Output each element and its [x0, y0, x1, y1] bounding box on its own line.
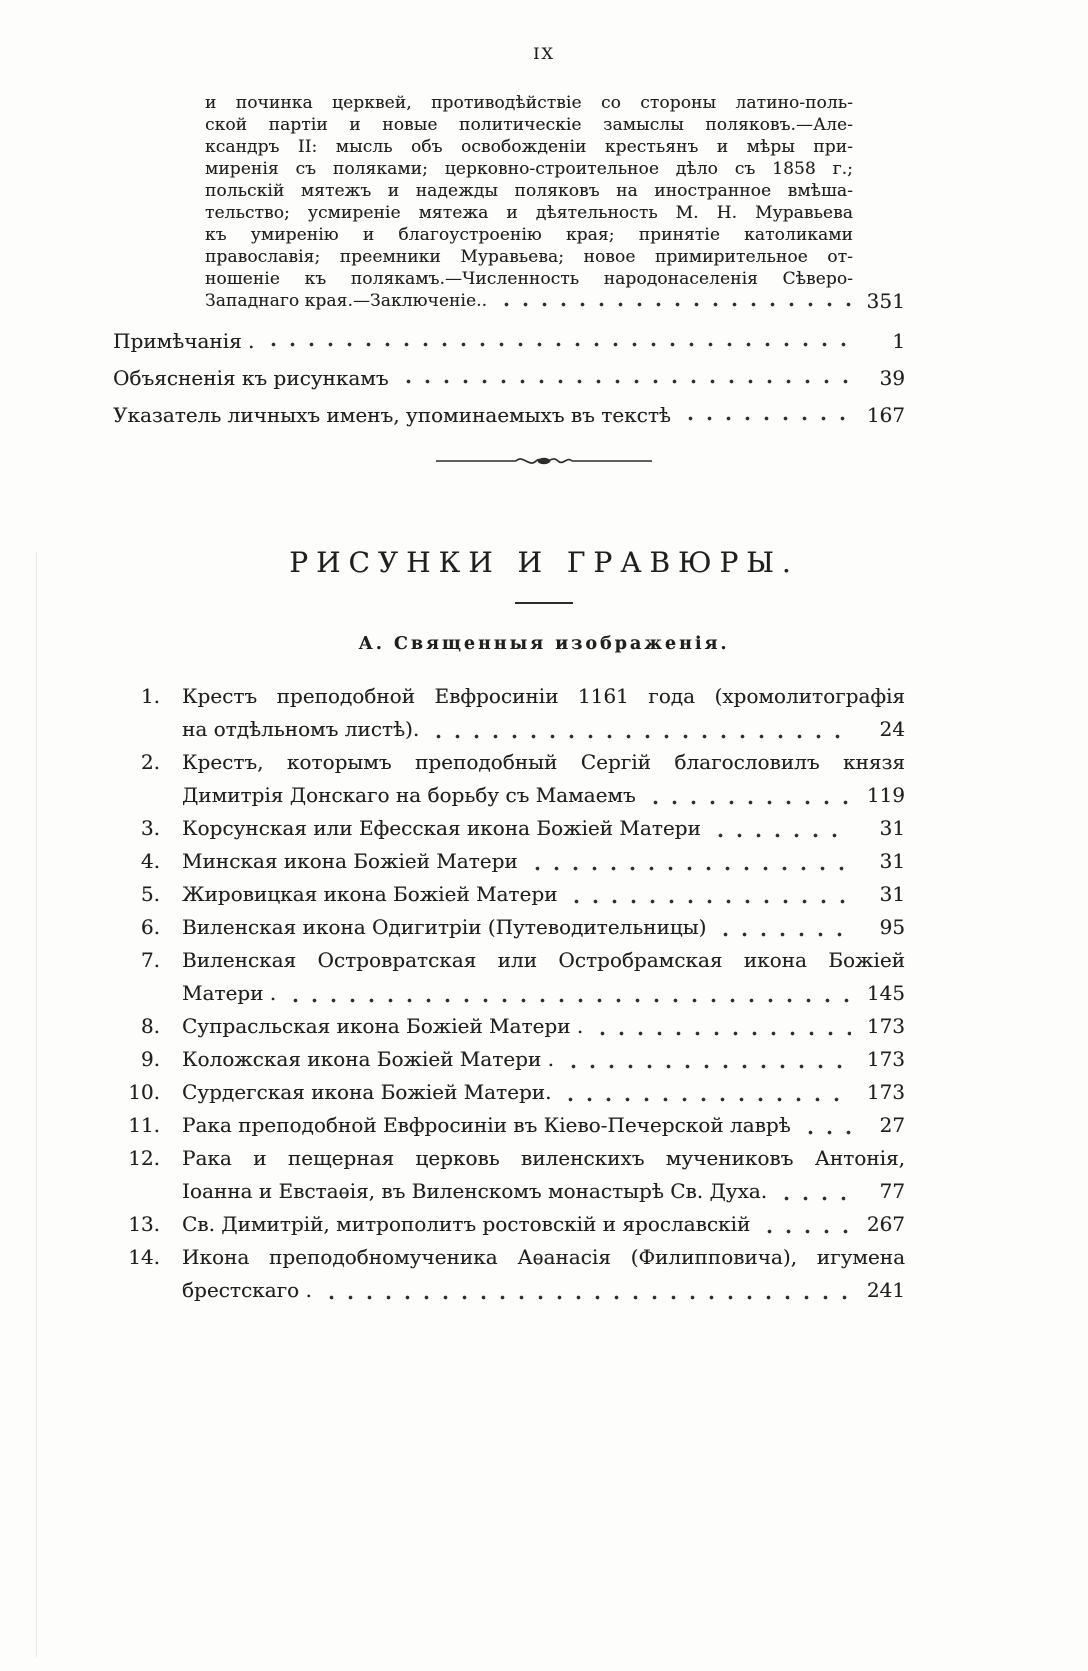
- figures-list: [113, 680, 905, 1307]
- dot-leader: [497, 302, 851, 307]
- page-number: 31: [879, 882, 905, 906]
- figure-title: на отдѣльномъ листѣ).: [182, 717, 420, 741]
- figure-entry: [113, 1241, 905, 1307]
- page-number: 119: [866, 783, 905, 807]
- figure-title-line: Икона преподобномученика Аѳанасія (Филипповича), игумена: [182, 1245, 905, 1269]
- figure-entry: [113, 1208, 905, 1241]
- page-number: 1: [892, 329, 905, 353]
- toc-entry-title: Указатель личныхъ именъ, упоминаемыхъ въ текстѣ: [113, 403, 671, 427]
- toc-entry: [113, 353, 905, 390]
- dot-leader: [399, 379, 851, 384]
- figure-number: 8.: [140, 1014, 160, 1038]
- figure-entry: [113, 1109, 905, 1142]
- figure-title: Димитрія Донскаго на борьбу съ Мамаемъ: [182, 783, 636, 807]
- page-folio: IX: [533, 44, 555, 63]
- dot-leader: [646, 800, 851, 805]
- page-number: 24: [879, 717, 905, 741]
- toc-paragraph-line: польскій мятежъ и надежды поляковъ на иностранное вмѣша-: [205, 181, 853, 201]
- dot-leader: [711, 833, 851, 838]
- page-number: 27: [879, 1113, 905, 1137]
- dot-leader: [777, 1196, 851, 1201]
- figure-title: Іоанна и Евстаѳія, въ Виленскомъ монастырѣ Св. Духа.: [182, 1179, 768, 1203]
- figure-entry: [113, 1076, 905, 1109]
- toc-paragraph-line: тельство; усмиреніе мятежа и дѣятельность М. Н. Муравьева: [205, 203, 853, 223]
- page-number: 39: [879, 366, 905, 390]
- figure-entry: [113, 1010, 905, 1043]
- toc-entry: [113, 316, 905, 353]
- figure-title: Минская икона Божіей Матери: [182, 849, 518, 873]
- figure-title: Корсунская или Ефесская икона Божіей Матери: [182, 816, 701, 840]
- dot-leader: [564, 1064, 851, 1069]
- dot-leader: [593, 1031, 851, 1036]
- figure-title: Матери .: [182, 981, 277, 1005]
- page-number: 351: [866, 289, 905, 313]
- figure-number: 7.: [140, 948, 160, 972]
- toc-entry-title: Объясненія къ рисункамъ: [113, 366, 389, 390]
- figure-entry: [113, 911, 905, 944]
- figure-number: 9.: [140, 1047, 160, 1071]
- figure-number: 3.: [140, 816, 160, 840]
- toc-paragraph-line: ской партіи и новые политическіе замыслы поляковъ.—Але-: [205, 115, 853, 135]
- figure-title-line: Крестъ, которымъ преподобный Сергій благословилъ князя: [182, 750, 905, 774]
- toc-backmatter-list: [113, 316, 905, 427]
- page-number: 31: [879, 816, 905, 840]
- figure-title: Виленская икона Одигитріи (Путеводительницы): [182, 915, 707, 939]
- toc-entry-title: Примѣчанія .: [113, 329, 255, 353]
- toc-paragraph-line: ношеніе къ полякамъ.—Численность народонаселенія Сѣверо-: [205, 269, 853, 289]
- dot-leader: [322, 1295, 851, 1300]
- figures-heading: РИСУНКИ И ГРАВЮРЫ.: [289, 546, 799, 579]
- toc-paragraph-line: православія; преемники Муравьева; новое примирительное от-: [205, 247, 853, 267]
- dot-leader: [567, 899, 851, 904]
- dot-leader: [429, 734, 851, 739]
- figure-title-line: Крестъ преподобной Евфросиніи 1161 года (хромолитографія: [182, 684, 905, 708]
- figure-entry: [113, 680, 905, 746]
- page-number: 167: [866, 403, 905, 427]
- page-number: 31: [879, 849, 905, 873]
- figure-entry: [113, 878, 905, 911]
- figure-title: Рака преподобной Евфросиніи въ Кіево-Печерской лаврѣ: [182, 1113, 791, 1137]
- figure-number: 1.: [140, 684, 160, 708]
- dot-leader: [561, 1097, 851, 1102]
- dot-leader: [716, 932, 851, 937]
- figure-entry: [113, 1043, 905, 1076]
- figure-title: Сурдегская икона Божіей Матери.: [182, 1080, 552, 1104]
- dot-leader: [760, 1229, 851, 1234]
- dot-leader: [528, 866, 851, 871]
- toc-paragraph-line: къ умиренію и благоустроенію края; принятіе католиками: [205, 225, 853, 245]
- figure-entry: [113, 746, 905, 812]
- section-divider-ornament: [434, 452, 654, 474]
- page-number: 95: [879, 915, 905, 939]
- toc-paragraph-last-line: [205, 290, 905, 312]
- figure-entry: [113, 944, 905, 1010]
- figure-number: 10.: [128, 1080, 160, 1104]
- dot-leader: [801, 1130, 851, 1135]
- figure-number: 4.: [140, 849, 160, 873]
- figure-number: 5.: [140, 882, 160, 906]
- page-number: 267: [866, 1212, 905, 1236]
- dot-leader: [286, 998, 851, 1003]
- figure-title: Жировицкая икона Божіей Матери: [182, 882, 558, 906]
- figure-title: Коложская икона Божіей Матери .: [182, 1047, 554, 1071]
- dot-leader: [264, 342, 851, 347]
- figure-number: 13.: [128, 1212, 160, 1236]
- heading-rule: [515, 602, 573, 604]
- page-number: 241: [866, 1278, 905, 1302]
- figure-title-line: Виленская Островратская или Остробрамская икона Божіей: [182, 948, 905, 972]
- toc-paragraph-line: миренія съ поляками; церковно-строительное дѣло съ 1858 г.;: [205, 159, 853, 179]
- toc-paragraph-line: и починка церквей, противодѣйствіе со стороны латино-поль-: [205, 93, 853, 113]
- dot-leader: [681, 416, 851, 421]
- page-number: 77: [879, 1179, 905, 1203]
- figures-section-title: А. Священныя изображенія.: [358, 634, 730, 654]
- scan-gutter-artifact: [36, 552, 37, 1657]
- figure-entry: [113, 1142, 905, 1208]
- figure-title-line: Рака и пещерная церковь виленскихъ мучениковъ Антонія,: [182, 1146, 905, 1170]
- page-number: 145: [866, 981, 905, 1005]
- page-number: 173: [866, 1014, 905, 1038]
- figure-entry: [113, 845, 905, 878]
- toc-paragraph-line: ксандръ II: мысль объ освобожденіи крестьянъ и мѣры при-: [205, 137, 853, 157]
- figure-number: 11.: [128, 1113, 160, 1137]
- toc-entry: [113, 390, 905, 427]
- divider-flourish-icon: [434, 452, 654, 470]
- figure-entry: [113, 812, 905, 845]
- toc-continuation-paragraph: [205, 92, 905, 312]
- figure-title: Св. Димитрій, митрополитъ ростовскій и ярославскій: [182, 1212, 751, 1236]
- figure-number: 6.: [140, 915, 160, 939]
- page-number: 173: [866, 1080, 905, 1104]
- figure-number: 12.: [128, 1146, 160, 1170]
- toc-paragraph-text: Западнаго края.—Заключеніе..: [205, 291, 488, 311]
- figure-title: Супрасльская икона Божіей Матери .: [182, 1014, 584, 1038]
- figure-number: 2.: [140, 750, 160, 774]
- figure-title: брестскаго .: [182, 1278, 312, 1302]
- figure-number: 14.: [128, 1245, 160, 1269]
- page-number: 173: [866, 1047, 905, 1071]
